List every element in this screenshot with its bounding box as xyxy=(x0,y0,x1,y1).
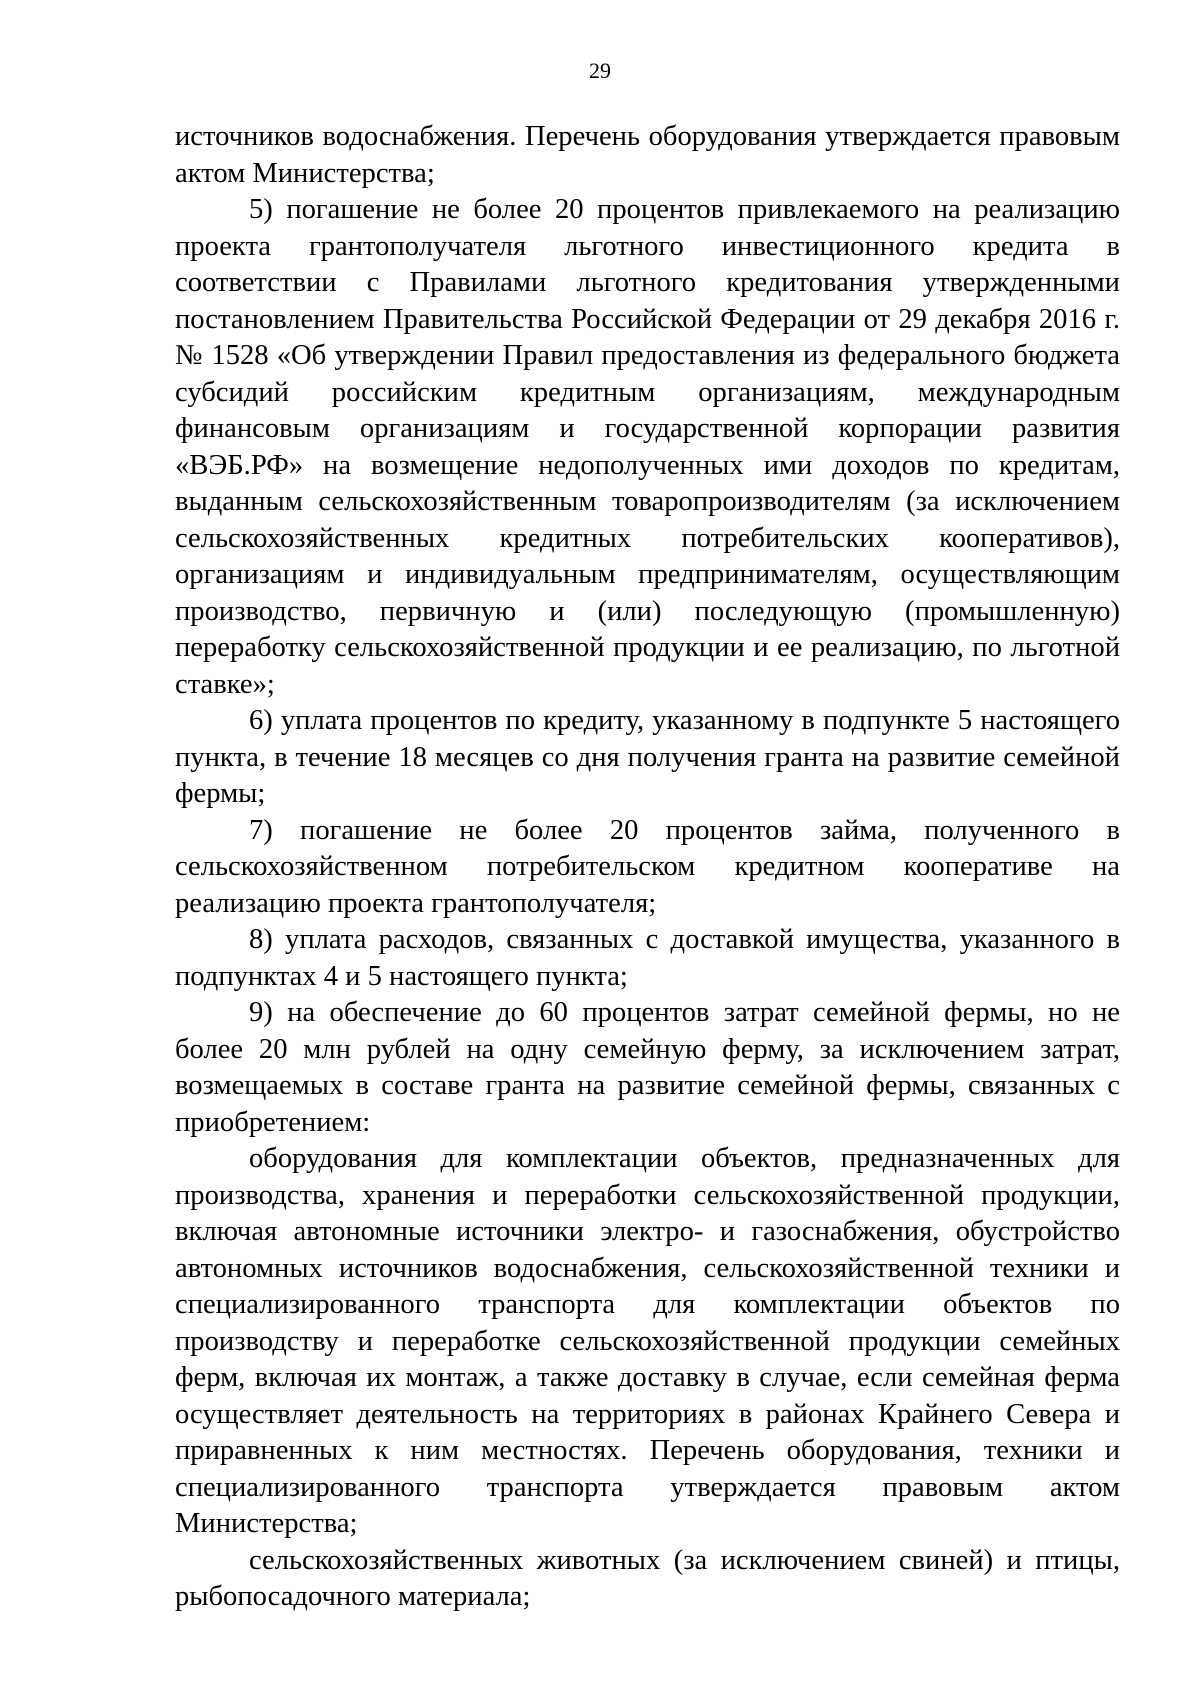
paragraph-animals: сельскохозяйственных животных (за исключением свиней) и птицы, рыбопосадочного материала; xyxy=(175,1544,1120,1612)
document-body xyxy=(175,119,1120,1616)
paragraph-item-6: 6) уплата процентов по кредиту, указанному в подпункте 5 настоящего пункта, в течение 18 месяцев со дня получения гранта на развитие семейной фермы; xyxy=(175,705,1120,809)
paragraph-item-5: 5) погашение не более 20 процентов привлекаемого на реализацию проекта грантополучателя льготного инвестиционного кредита в соответствии с Правилами льготного кредитования утвержденными постановлением Правительства Российской Федерации от 29 декабря 2016 г. № 1528 «Об утверждении Правил предоставления из федерального бюджета субсидий российским кредитным организациям, международным финансовым организациям и государственной корпорации развития «ВЭБ.РФ» на возмещение недополученных ими доходов по кредитам, выданным сельскохозяйственным товаропроизводителям (за исключением сельскохозяйственных кредитных потребительских кооперативов), организациям и индивидуальным предпринимателям, осуществляющим производство, первичную и (или) последующую (промышленную) переработку сельскохозяйственной продукции и ее реализацию, по льготной ставке»; xyxy=(175,194,1120,700)
paragraph-item-8: 8) уплата расходов, связанных с доставкой имущества, указанного в подпунктах 4 и 5 настоящего пункта; xyxy=(175,924,1120,992)
paragraph-continuation: источников водоснабжения. Перечень оборудования утверждается правовым актом Министерства; xyxy=(175,121,1120,189)
paragraph-item-7: 7) погашение не более 20 процентов займа, полученного в сельскохозяйственном потребительском кредитном кооперативе на реализацию проекта грантополучателя; xyxy=(175,814,1120,919)
paragraph-item-9: 9) на обеспечение до 60 процентов затрат семейной фермы, но не более 20 млн рублей на одну семейную ферму, за исключением затрат, возмещаемых в составе гранта на развитие семейной фермы, связанных с приобретением: xyxy=(175,997,1120,1138)
page-number: 29 xyxy=(589,58,611,83)
paragraph-equipment: оборудования для комплектации объектов, предназначенных для производства, хранения и переработки сельскохозяйственной продукции, включая автономные источники электро- и газоснабжения, обустройство автономных источников водоснабжения, сельскохозяйственной техники и специализированного транспорта для комплектации объектов по производству и переработке сельскохозяйственной продукции семейных ферм, включая их монтаж, а также доставку в случае, если семейная ферма осуществляет деятельность на территориях в районах Крайнего Севера и приравненных к ним местностях. Перечень оборудования, техники и специализированного транспорта утверждается правовым актом Министерства; xyxy=(175,1143,1120,1539)
